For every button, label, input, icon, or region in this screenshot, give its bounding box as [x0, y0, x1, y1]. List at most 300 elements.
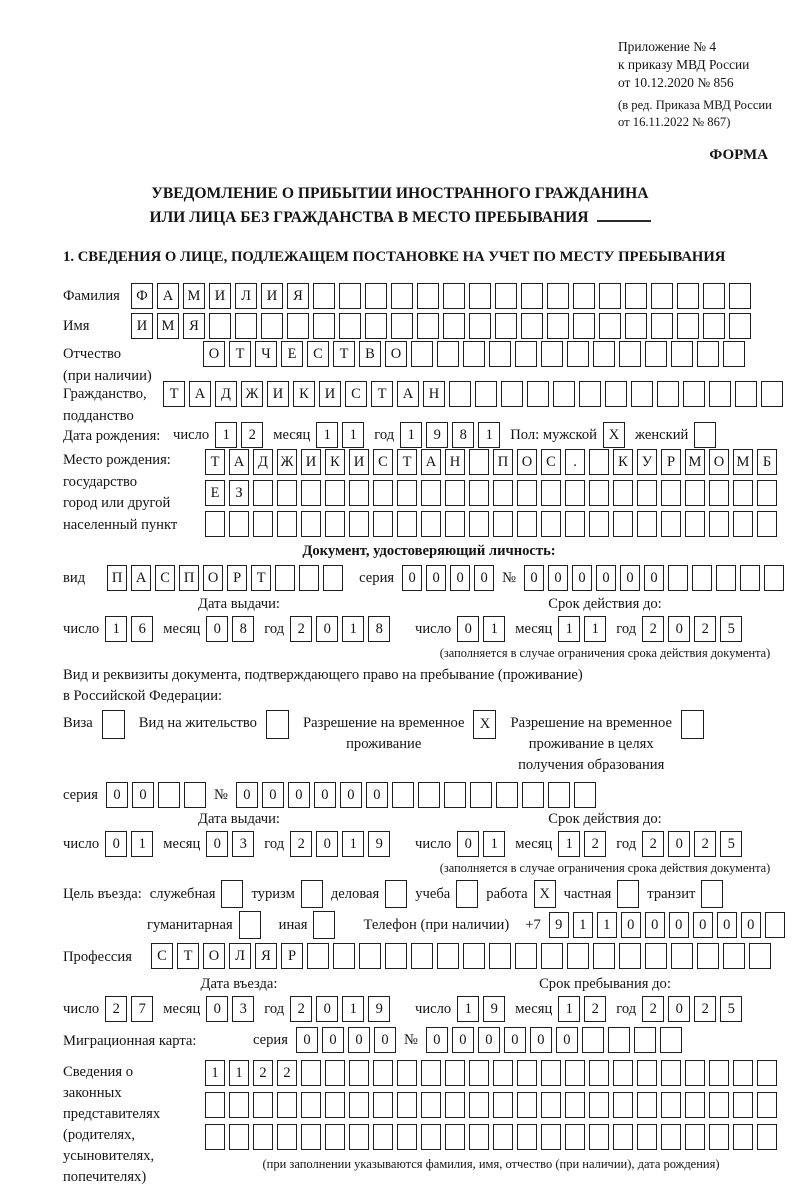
char-cell[interactable] — [391, 313, 413, 339]
char-cell[interactable]: 2 — [642, 831, 664, 857]
char-cell[interactable] — [613, 511, 633, 537]
char-cell[interactable] — [463, 341, 485, 367]
char-cell[interactable] — [703, 313, 725, 339]
char-cell[interactable] — [313, 911, 335, 939]
char-cell[interactable]: И — [319, 381, 341, 407]
char-cell[interactable] — [651, 283, 673, 309]
char-cell[interactable]: 0 — [596, 565, 616, 591]
char-cell[interactable]: Ж — [241, 381, 263, 407]
char-cell[interactable]: 2 — [694, 616, 716, 642]
char-cell[interactable] — [239, 911, 261, 939]
char-cell[interactable] — [421, 1060, 441, 1086]
char-cell[interactable] — [469, 511, 489, 537]
char-cell[interactable] — [517, 1092, 537, 1118]
char-cell[interactable] — [299, 565, 319, 591]
char-cell[interactable]: О — [385, 341, 407, 367]
char-cell[interactable] — [515, 341, 537, 367]
char-cell[interactable] — [495, 283, 517, 309]
char-cell[interactable]: 2 — [642, 616, 664, 642]
char-cell[interactable] — [158, 782, 180, 808]
char-cell[interactable] — [619, 341, 641, 367]
char-cell[interactable]: Т — [177, 943, 199, 969]
char-cell[interactable] — [660, 1027, 682, 1053]
char-cell[interactable]: 0 — [262, 782, 284, 808]
char-cell[interactable] — [701, 880, 723, 908]
char-cell[interactable] — [421, 480, 441, 506]
char-cell[interactable]: 3 — [232, 996, 254, 1022]
char-cell[interactable] — [589, 1092, 609, 1118]
char-cell[interactable]: 1 — [342, 831, 364, 857]
char-cell[interactable]: А — [397, 381, 419, 407]
char-cell[interactable] — [761, 381, 783, 407]
char-cell[interactable]: 9 — [368, 996, 390, 1022]
char-cell[interactable] — [589, 449, 609, 475]
char-cell[interactable]: 0 — [524, 565, 544, 591]
char-cell[interactable] — [421, 511, 441, 537]
char-cell[interactable] — [637, 1092, 657, 1118]
char-cell[interactable] — [443, 283, 465, 309]
char-cell[interactable]: . — [565, 449, 585, 475]
char-cell[interactable]: 0 — [530, 1027, 552, 1053]
char-cell[interactable] — [697, 943, 719, 969]
char-cell[interactable]: 1 — [483, 831, 505, 857]
char-cell[interactable]: 0 — [206, 831, 228, 857]
char-cell[interactable]: С — [373, 449, 393, 475]
char-cell[interactable] — [661, 511, 681, 537]
char-cell[interactable]: 0 — [645, 912, 665, 938]
char-cell[interactable]: А — [421, 449, 441, 475]
char-cell[interactable]: 0 — [316, 831, 338, 857]
char-cell[interactable] — [631, 381, 653, 407]
char-cell[interactable]: С — [345, 381, 367, 407]
char-cell[interactable]: 0 — [457, 616, 479, 642]
char-cell[interactable]: Р — [661, 449, 681, 475]
char-cell[interactable] — [729, 283, 751, 309]
char-cell[interactable]: Н — [423, 381, 445, 407]
char-cell[interactable] — [735, 381, 757, 407]
char-cell[interactable]: 2 — [290, 996, 312, 1022]
char-cell[interactable]: X — [603, 422, 625, 448]
char-cell[interactable] — [349, 1092, 369, 1118]
char-cell[interactable] — [613, 480, 633, 506]
char-cell[interactable]: 0 — [741, 912, 761, 938]
char-cell[interactable]: 2 — [584, 996, 606, 1022]
char-cell[interactable] — [325, 480, 345, 506]
char-cell[interactable] — [541, 943, 563, 969]
char-cell[interactable] — [397, 1060, 417, 1086]
char-cell[interactable] — [307, 943, 329, 969]
char-cell[interactable]: 0 — [366, 782, 388, 808]
char-cell[interactable] — [547, 283, 569, 309]
char-cell[interactable] — [229, 1124, 249, 1150]
char-cell[interactable] — [548, 782, 570, 808]
char-cell[interactable] — [373, 1092, 393, 1118]
char-cell[interactable]: 2 — [241, 422, 263, 448]
char-cell[interactable]: 0 — [504, 1027, 526, 1053]
char-cell[interactable]: О — [203, 565, 223, 591]
char-cell[interactable]: 0 — [693, 912, 713, 938]
char-cell[interactable]: 0 — [621, 912, 641, 938]
char-cell[interactable] — [411, 341, 433, 367]
char-cell[interactable] — [685, 1060, 705, 1086]
char-cell[interactable]: У — [637, 449, 657, 475]
char-cell[interactable]: 0 — [668, 996, 690, 1022]
char-cell[interactable]: 1 — [558, 996, 580, 1022]
char-cell[interactable]: 0 — [669, 912, 689, 938]
char-cell[interactable]: 9 — [549, 912, 569, 938]
char-cell[interactable]: П — [107, 565, 127, 591]
char-cell[interactable]: 0 — [236, 782, 258, 808]
char-cell[interactable] — [205, 1124, 225, 1150]
char-cell[interactable] — [205, 511, 225, 537]
char-cell[interactable]: О — [517, 449, 537, 475]
char-cell[interactable]: Т — [205, 449, 225, 475]
char-cell[interactable]: 0 — [474, 565, 494, 591]
char-cell[interactable] — [456, 880, 478, 908]
char-cell[interactable]: Д — [215, 381, 237, 407]
char-cell[interactable] — [565, 1092, 585, 1118]
char-cell[interactable] — [287, 313, 309, 339]
char-cell[interactable] — [565, 1060, 585, 1086]
char-cell[interactable]: 1 — [478, 422, 500, 448]
char-cell[interactable]: М — [685, 449, 705, 475]
char-cell[interactable]: С — [541, 449, 561, 475]
char-cell[interactable] — [445, 480, 465, 506]
char-cell[interactable] — [515, 943, 537, 969]
char-cell[interactable]: 0 — [450, 565, 470, 591]
char-cell[interactable] — [764, 565, 784, 591]
char-cell[interactable] — [685, 480, 705, 506]
char-cell[interactable] — [522, 782, 544, 808]
char-cell[interactable]: 0 — [340, 782, 362, 808]
char-cell[interactable] — [723, 341, 745, 367]
char-cell[interactable] — [493, 1124, 513, 1150]
char-cell[interactable] — [541, 511, 561, 537]
char-cell[interactable]: 7 — [131, 996, 153, 1022]
char-cell[interactable] — [637, 1060, 657, 1086]
char-cell[interactable] — [469, 1060, 489, 1086]
char-cell[interactable]: Р — [281, 943, 303, 969]
char-cell[interactable]: 9 — [368, 831, 390, 857]
char-cell[interactable]: 8 — [452, 422, 474, 448]
char-cell[interactable] — [443, 313, 465, 339]
char-cell[interactable] — [661, 1060, 681, 1086]
char-cell[interactable] — [349, 480, 369, 506]
char-cell[interactable] — [469, 1092, 489, 1118]
char-cell[interactable] — [579, 381, 601, 407]
char-cell[interactable]: 0 — [478, 1027, 500, 1053]
char-cell[interactable]: Ж — [277, 449, 297, 475]
char-cell[interactable] — [392, 782, 414, 808]
char-cell[interactable] — [574, 782, 596, 808]
char-cell[interactable] — [301, 511, 321, 537]
char-cell[interactable] — [661, 480, 681, 506]
char-cell[interactable]: И — [267, 381, 289, 407]
char-cell[interactable] — [541, 480, 561, 506]
char-cell[interactable] — [333, 943, 355, 969]
char-cell[interactable] — [661, 1124, 681, 1150]
char-cell[interactable] — [470, 782, 492, 808]
char-cell[interactable] — [573, 313, 595, 339]
char-cell[interactable]: Л — [229, 943, 251, 969]
char-cell[interactable] — [613, 1124, 633, 1150]
char-cell[interactable]: 1 — [584, 616, 606, 642]
char-cell[interactable] — [709, 1060, 729, 1086]
char-cell[interactable] — [749, 943, 771, 969]
char-cell[interactable]: Я — [255, 943, 277, 969]
char-cell[interactable]: 2 — [694, 831, 716, 857]
char-cell[interactable] — [373, 511, 393, 537]
char-cell[interactable]: Р — [227, 565, 247, 591]
char-cell[interactable] — [697, 341, 719, 367]
char-cell[interactable]: И — [209, 283, 231, 309]
char-cell[interactable] — [349, 511, 369, 537]
char-cell[interactable]: 5 — [720, 616, 742, 642]
char-cell[interactable]: Ч — [255, 341, 277, 367]
char-cell[interactable] — [301, 480, 321, 506]
char-cell[interactable]: Л — [235, 283, 257, 309]
char-cell[interactable]: 0 — [296, 1027, 318, 1053]
char-cell[interactable] — [397, 1124, 417, 1150]
char-cell[interactable] — [235, 313, 257, 339]
char-cell[interactable] — [385, 943, 407, 969]
char-cell[interactable] — [445, 1124, 465, 1150]
char-cell[interactable]: К — [325, 449, 345, 475]
char-cell[interactable] — [417, 313, 439, 339]
char-cell[interactable] — [359, 943, 381, 969]
char-cell[interactable]: 1 — [483, 616, 505, 642]
char-cell[interactable] — [469, 313, 491, 339]
char-cell[interactable] — [593, 943, 615, 969]
char-cell[interactable] — [567, 341, 589, 367]
char-cell[interactable]: 0 — [316, 996, 338, 1022]
char-cell[interactable]: И — [301, 449, 321, 475]
char-cell[interactable]: 0 — [572, 565, 592, 591]
char-cell[interactable] — [418, 782, 440, 808]
char-cell[interactable] — [496, 782, 518, 808]
char-cell[interactable]: Ф — [131, 283, 153, 309]
char-cell[interactable]: 2 — [642, 996, 664, 1022]
char-cell[interactable] — [527, 381, 549, 407]
char-cell[interactable]: А — [131, 565, 151, 591]
char-cell[interactable] — [593, 341, 615, 367]
char-cell[interactable]: X — [473, 710, 496, 739]
char-cell[interactable] — [661, 1092, 681, 1118]
char-cell[interactable] — [349, 1124, 369, 1150]
char-cell[interactable] — [637, 480, 657, 506]
char-cell[interactable] — [517, 480, 537, 506]
char-cell[interactable]: Т — [163, 381, 185, 407]
char-cell[interactable] — [493, 1060, 513, 1086]
char-cell[interactable] — [221, 880, 243, 908]
char-cell[interactable] — [421, 1124, 441, 1150]
char-cell[interactable]: Я — [183, 313, 205, 339]
char-cell[interactable]: З — [229, 480, 249, 506]
char-cell[interactable]: 0 — [106, 782, 128, 808]
char-cell[interactable]: X — [534, 880, 556, 908]
char-cell[interactable] — [605, 381, 627, 407]
char-cell[interactable] — [651, 313, 673, 339]
char-cell[interactable]: О — [203, 943, 225, 969]
char-cell[interactable]: 2 — [290, 831, 312, 857]
char-cell[interactable] — [521, 283, 543, 309]
char-cell[interactable] — [765, 912, 785, 938]
char-cell[interactable] — [339, 313, 361, 339]
char-cell[interactable] — [373, 1060, 393, 1086]
char-cell[interactable] — [685, 511, 705, 537]
char-cell[interactable] — [709, 480, 729, 506]
char-cell[interactable] — [625, 283, 647, 309]
char-cell[interactable]: К — [613, 449, 633, 475]
char-cell[interactable] — [757, 1092, 777, 1118]
char-cell[interactable] — [694, 422, 716, 448]
char-cell[interactable]: 1 — [558, 616, 580, 642]
char-cell[interactable]: 0 — [426, 1027, 448, 1053]
char-cell[interactable] — [323, 565, 343, 591]
char-cell[interactable]: О — [709, 449, 729, 475]
char-cell[interactable] — [313, 313, 335, 339]
char-cell[interactable]: 3 — [232, 831, 254, 857]
char-cell[interactable] — [391, 283, 413, 309]
char-cell[interactable] — [565, 1124, 585, 1150]
char-cell[interactable]: 0 — [316, 616, 338, 642]
char-cell[interactable]: Е — [281, 341, 303, 367]
char-cell[interactable] — [313, 283, 335, 309]
char-cell[interactable] — [553, 381, 575, 407]
char-cell[interactable]: 9 — [426, 422, 448, 448]
char-cell[interactable]: 0 — [620, 565, 640, 591]
char-cell[interactable] — [301, 1092, 321, 1118]
char-cell[interactable] — [397, 1092, 417, 1118]
char-cell[interactable] — [617, 880, 639, 908]
char-cell[interactable] — [565, 480, 585, 506]
char-cell[interactable] — [589, 1124, 609, 1150]
char-cell[interactable] — [493, 480, 513, 506]
char-cell[interactable] — [397, 480, 417, 506]
char-cell[interactable] — [463, 943, 485, 969]
char-cell[interactable] — [253, 1092, 273, 1118]
char-cell[interactable] — [733, 1092, 753, 1118]
char-cell[interactable] — [589, 480, 609, 506]
char-cell[interactable]: 1 — [342, 616, 364, 642]
char-cell[interactable] — [692, 565, 712, 591]
char-cell[interactable] — [733, 1060, 753, 1086]
char-cell[interactable]: 1 — [316, 422, 338, 448]
char-cell[interactable]: 1 — [105, 616, 127, 642]
char-cell[interactable] — [599, 313, 621, 339]
char-cell[interactable] — [501, 381, 523, 407]
char-cell[interactable]: 0 — [402, 565, 422, 591]
char-cell[interactable] — [469, 449, 489, 475]
char-cell[interactable] — [229, 1092, 249, 1118]
char-cell[interactable]: 1 — [342, 996, 364, 1022]
char-cell[interactable] — [277, 480, 297, 506]
char-cell[interactable]: 1 — [558, 831, 580, 857]
char-cell[interactable] — [709, 1092, 729, 1118]
char-cell[interactable] — [613, 1060, 633, 1086]
char-cell[interactable] — [677, 313, 699, 339]
char-cell[interactable] — [567, 943, 589, 969]
char-cell[interactable] — [733, 1124, 753, 1150]
char-cell[interactable]: Б — [757, 449, 777, 475]
char-cell[interactable]: 1 — [229, 1060, 249, 1086]
char-cell[interactable] — [469, 480, 489, 506]
char-cell[interactable] — [445, 511, 465, 537]
char-cell[interactable]: 1 — [457, 996, 479, 1022]
char-cell[interactable] — [444, 782, 466, 808]
char-cell[interactable]: 5 — [720, 831, 742, 857]
char-cell[interactable]: С — [307, 341, 329, 367]
char-cell[interactable] — [599, 283, 621, 309]
char-cell[interactable] — [685, 1092, 705, 1118]
char-cell[interactable]: 2 — [105, 996, 127, 1022]
char-cell[interactable] — [184, 782, 206, 808]
char-cell[interactable] — [261, 313, 283, 339]
char-cell[interactable] — [275, 565, 295, 591]
char-cell[interactable]: 0 — [206, 996, 228, 1022]
char-cell[interactable] — [645, 341, 667, 367]
char-cell[interactable] — [625, 313, 647, 339]
char-cell[interactable] — [445, 1060, 465, 1086]
char-cell[interactable]: С — [155, 565, 175, 591]
char-cell[interactable]: 8 — [368, 616, 390, 642]
char-cell[interactable] — [685, 1124, 705, 1150]
char-cell[interactable] — [229, 511, 249, 537]
char-cell[interactable] — [325, 511, 345, 537]
char-cell[interactable]: 1 — [205, 1060, 225, 1086]
char-cell[interactable] — [671, 943, 693, 969]
char-cell[interactable] — [565, 511, 585, 537]
char-cell[interactable] — [619, 943, 641, 969]
char-cell[interactable]: Я — [287, 283, 309, 309]
char-cell[interactable]: П — [179, 565, 199, 591]
char-cell[interactable] — [397, 511, 417, 537]
char-cell[interactable]: 0 — [556, 1027, 578, 1053]
char-cell[interactable] — [709, 381, 731, 407]
char-cell[interactable] — [365, 283, 387, 309]
char-cell[interactable] — [757, 1124, 777, 1150]
char-cell[interactable]: С — [151, 943, 173, 969]
char-cell[interactable]: Т — [229, 341, 251, 367]
char-cell[interactable] — [541, 1060, 561, 1086]
char-cell[interactable] — [325, 1060, 345, 1086]
char-cell[interactable] — [677, 283, 699, 309]
char-cell[interactable] — [365, 313, 387, 339]
char-cell[interactable] — [301, 1060, 321, 1086]
char-cell[interactable] — [495, 313, 517, 339]
char-cell[interactable]: 0 — [548, 565, 568, 591]
char-cell[interactable] — [657, 381, 679, 407]
char-cell[interactable] — [517, 511, 537, 537]
char-cell[interactable] — [517, 1124, 537, 1150]
char-cell[interactable] — [589, 511, 609, 537]
char-cell[interactable] — [573, 283, 595, 309]
char-cell[interactable] — [469, 283, 491, 309]
char-cell[interactable]: Т — [251, 565, 271, 591]
char-cell[interactable]: Н — [445, 449, 465, 475]
char-cell[interactable]: 2 — [290, 616, 312, 642]
char-cell[interactable] — [209, 313, 231, 339]
char-cell[interactable]: 2 — [694, 996, 716, 1022]
char-cell[interactable] — [671, 341, 693, 367]
char-cell[interactable] — [325, 1092, 345, 1118]
char-cell[interactable] — [729, 313, 751, 339]
char-cell[interactable]: 1 — [573, 912, 593, 938]
char-cell[interactable] — [349, 1060, 369, 1086]
char-cell[interactable]: 6 — [131, 616, 153, 642]
char-cell[interactable] — [608, 1027, 630, 1053]
char-cell[interactable] — [373, 480, 393, 506]
